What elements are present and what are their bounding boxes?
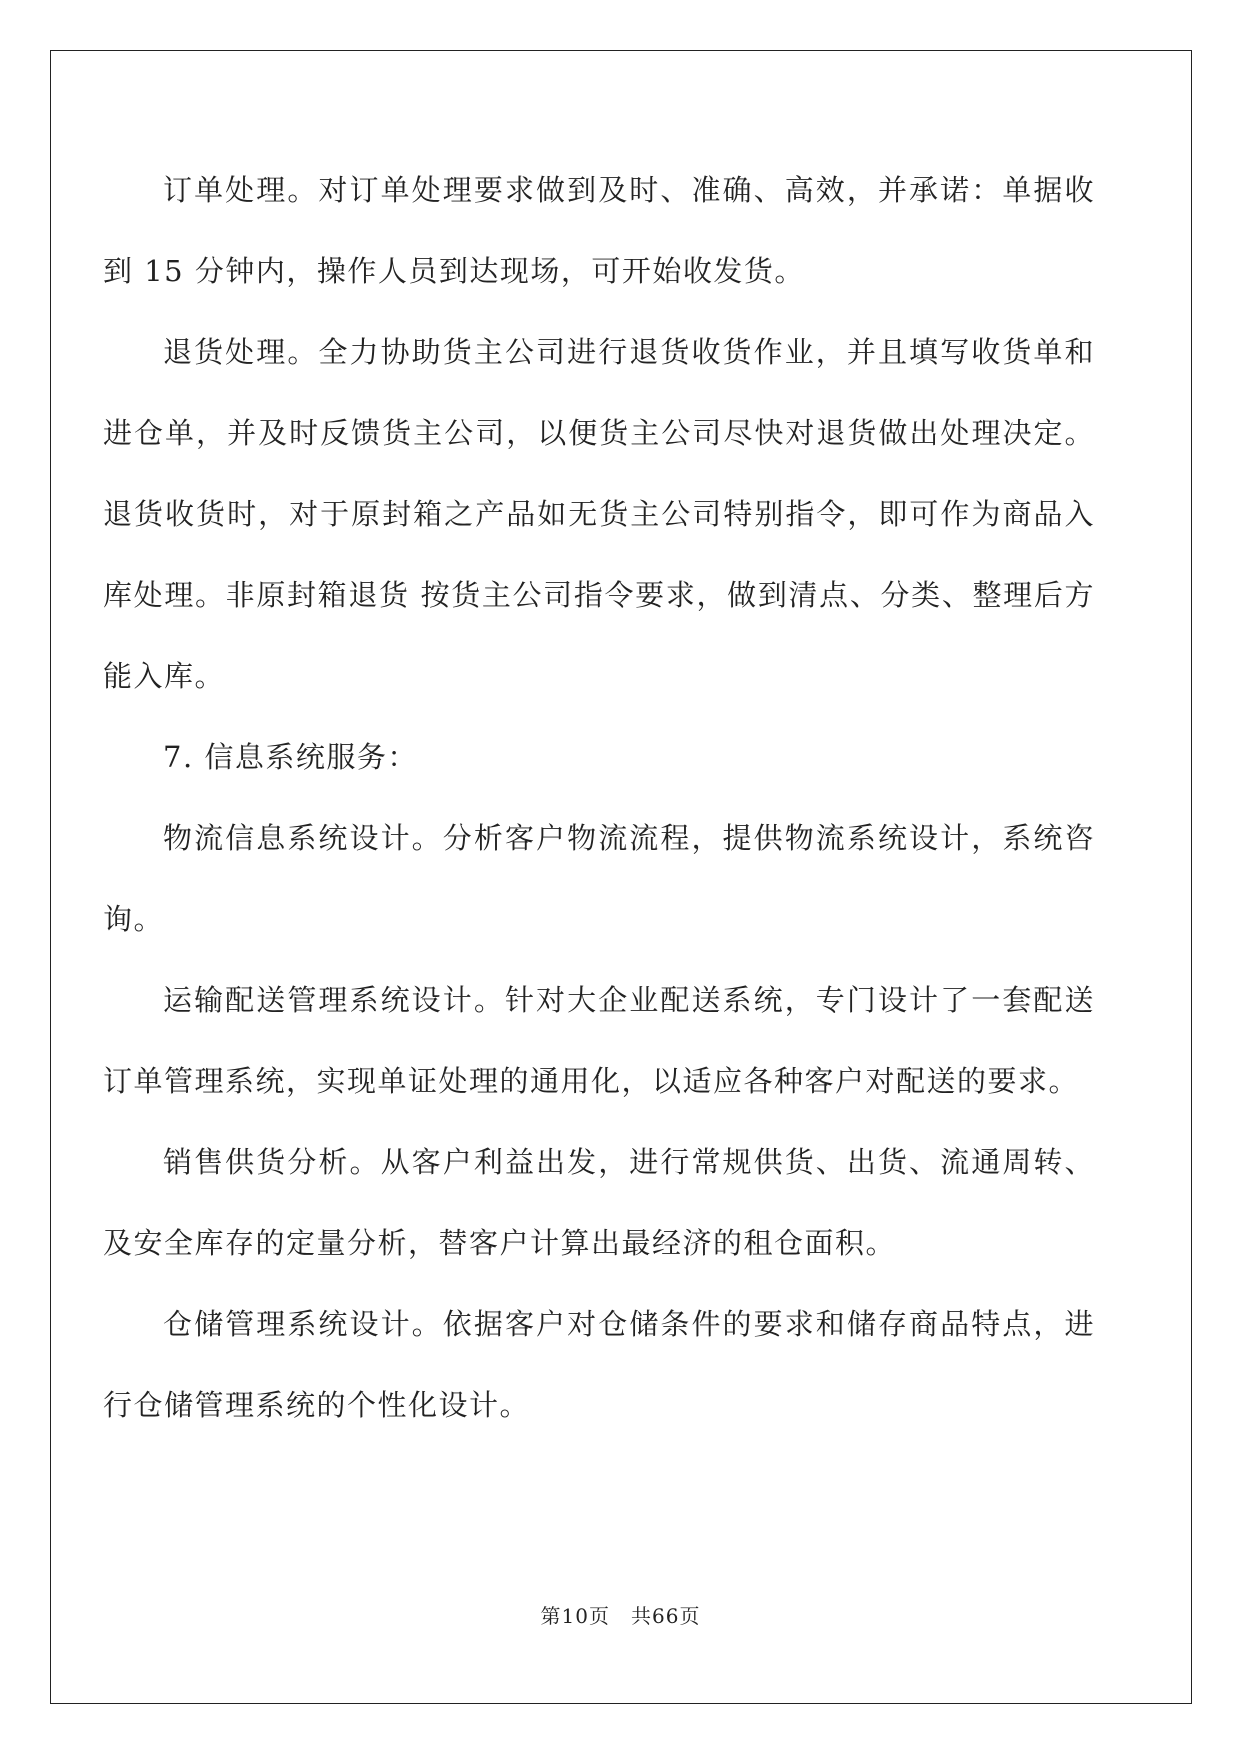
paragraph-transport-distribution-system: 运输配送管理系统设计。针对大企业配送系统，专门设计了一套配送订单管理系统，实现单证处理的通用化，以适应各种客户对配送的要求。 [103, 983, 1095, 1098]
paragraph-return-processing: 退货处理。全力协助货主公司进行退货收货作业，并且填写收货单和进仓单，并及时反馈货主公司，以便货主公司尽快对退货做出处理决定。退货收货时，对于原封箱之产品如无货主公司特别指令，即可作为商品入库处理。非原封箱退货 按货主公司指令要求，做到清点、分类、整理后方能入库。 [103, 335, 1095, 693]
paragraph-sales-supply-analysis: 销售供货分析。从客户利益出发，进行常规供货、出货、流通周转、及安全库存的定量分析，替客户计算出最经济的租仓面积。 [103, 1145, 1095, 1260]
page-number-footer: 第10页 共66页 [540, 1604, 701, 1628]
section-heading-information-system: 7. 信息系统服务： [163, 740, 418, 774]
paragraph-logistics-info-system: 物流信息系统设计。分析客户物流流程，提供物流系统设计，系统咨询。 [103, 821, 1095, 936]
paragraph-order-processing: 订单处理。对订单处理要求做到及时、准确、高效，并承诺：单据收到 15 分钟内，操作人员到达现场，可开始收发货。 [103, 173, 1095, 288]
paragraph-warehouse-management-system: 仓储管理系统设计。依据客户对仓储条件的要求和储存商品特点，进行仓储管理系统的个性化设计。 [103, 1307, 1095, 1422]
document-body [103, 150, 1095, 1446]
